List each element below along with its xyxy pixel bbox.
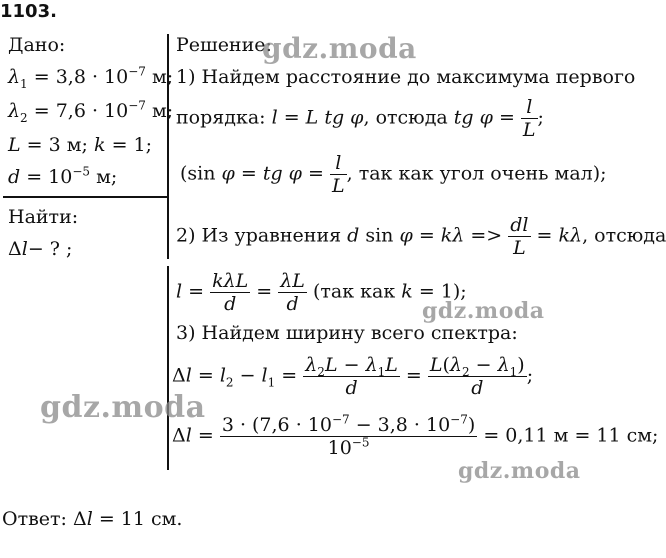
given-header: Дано: bbox=[8, 34, 66, 56]
spectrum-width-numeric: Δl = $\frac{3 \cdot (7,6 \cdot 10^{-7} - 3,8 \cdot 10^{-7})}{10^{-5}}$ = 0,11 м = 11 см; bbox=[172, 412, 659, 459]
watermark: gdz.moda bbox=[458, 458, 581, 484]
spectrum-width-formula: $\Delta l = l_2 - l_1$ = $\frac{\lambda_2L - \lambda_1L}{d}$ = $\frac{L(\lambda_2 - \lambda_1)}{d}$ ; bbox=[172, 354, 534, 399]
step3-line: 3) Найдем ширину всего спектра: bbox=[176, 322, 518, 344]
task-number: 1103. bbox=[0, 1, 57, 22]
step2-result: l = $\frac{\text{kλL}}{d}$ = $\frac{\lambda L}{d}$ (так как k = 1); bbox=[176, 270, 467, 315]
find-header: Найти: bbox=[8, 206, 79, 228]
step1-line1: 1) Найдем расстояние до максимума первого bbox=[176, 66, 636, 88]
step1-line2: порядка: l = L tg φ, отсюда tg φ = $\frac{l}{L}$ ; bbox=[176, 96, 544, 141]
given-lambda1: $\lambda_1 = 3,8 \cdot 10^{-7}$ м; bbox=[8, 64, 174, 91]
given-L-k: L = 3 м; k = 1; bbox=[8, 134, 153, 156]
step1-note: (sin φ = tg φ = $\frac{l}{L}$ , так как угол очень мал); bbox=[180, 152, 607, 197]
solution-header: Решение: bbox=[176, 34, 272, 56]
answer: Ответ: Δl = 11 см. bbox=[2, 508, 183, 530]
given-d: $d = 10^{-5}$ м; bbox=[8, 164, 118, 188]
watermark: gdz.moda bbox=[422, 298, 545, 324]
column-divider-bottom bbox=[167, 266, 169, 470]
step2-line: 2) Из уравнения d sin φ = kλ => $\frac{dl}{L}$ = kλ, отсюда bbox=[176, 214, 666, 259]
given-divider bbox=[3, 196, 168, 198]
watermark: gdz.moda bbox=[40, 390, 206, 425]
watermark: gdz.moda bbox=[262, 32, 417, 65]
given-lambda2: $\lambda_2 = 7,6 \cdot 10^{-7}$ м; bbox=[8, 98, 174, 125]
find-item: Δl− ? ; bbox=[8, 238, 73, 260]
